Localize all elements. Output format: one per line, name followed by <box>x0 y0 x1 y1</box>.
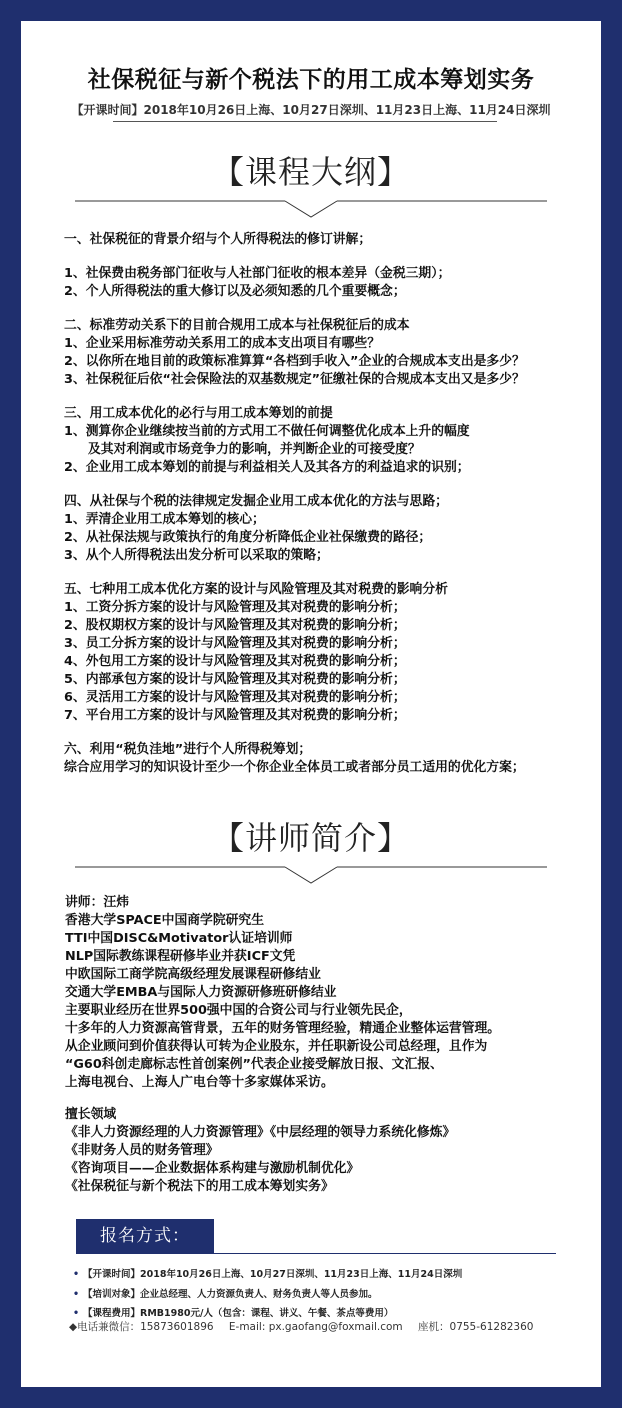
bio-line: 从企业顾问到价值获得认可转为企业股东，并任职新设公司总经理，且作为 <box>65 1039 488 1054</box>
instructor-bio <box>65 894 595 1092</box>
bullet-icon: • <box>73 1289 80 1300</box>
info-audience: • 【培训对象】企业总经理、人力资源负责人、财务负责人等人员参加。 <box>73 1289 378 1300</box>
bio-line: TTI中国DISC&Motivator认证培训师 <box>65 931 293 946</box>
outline-line: 2、个人所得税法的重大修订以及必须知悉的几个重要概念； <box>64 284 406 299</box>
expertise-item: 《非财务人员的财务管理》 <box>65 1143 219 1158</box>
outline-line: 六、利用“税负洼地”进行个人所得税筹划； <box>64 742 312 757</box>
outline-line: 1、企业采用标准劳动关系用工的成本支出项目有哪些？ <box>64 336 381 351</box>
outline-line: 一、社保税征的背景介绍与个人所得税法的修订讲解； <box>64 232 372 247</box>
phone-wechat[interactable]: ◆电话兼微信：15873601896 <box>69 1321 214 1333</box>
outline-section <box>64 405 604 477</box>
outline-line: 1、测算你企业继续按当前的方式用工不做任何调整优化成本上升的幅度 <box>64 424 470 439</box>
course-schedule: 【开课时间】2018年10月26日上海、10月27日深圳、11月23日上海、11月24日深圳 <box>71 103 551 117</box>
outline-line: 综合应用学习的知识设计至少一个你企业全体员工或者部分员工适用的优化方案； <box>64 760 525 775</box>
outline-line: 3、社保税征后依“社会保险法的双基数规定”征缴社保的合规成本支出又是多少？ <box>64 372 525 387</box>
bullet-icon: • <box>73 1269 80 1280</box>
outline-line: 2、企业用工成本筹划的前提与利益相关人及其各方的利益追求的识别； <box>64 460 470 475</box>
page-title: 社保税征与新个税法下的用工成本筹划实务 <box>87 67 535 93</box>
expertise-item: 《非人力资源经理的人力资源管理》《中层经理的领导力系统化修炼》 <box>65 1125 456 1140</box>
outline-line: 2、从社保法规与政策执行的角度分析降低企业社保缴费的路径； <box>64 530 432 545</box>
poster-card <box>21 21 601 1387</box>
outline-line: 1、弄清企业用工成本筹划的核心； <box>64 512 265 527</box>
outline-line: 7、平台用工方案的设计与风险管理及其对税费的影响分析； <box>64 708 406 723</box>
outline-line: 3、员工分拆方案的设计与风险管理及其对税费的影响分析； <box>64 636 406 651</box>
outline-line: 四、从社保与个税的法律规定发掘企业用工成本优化的方法与思路； <box>64 494 448 509</box>
info-schedule: • 【开课时间】2018年10月26日上海、10月27日深圳、11月23日上海、11月24日深圳 <box>73 1269 463 1280</box>
outline-line: 5、内部承包方案的设计与风险管理及其对税费的影响分析； <box>64 672 406 687</box>
expertise-section <box>65 1106 595 1196</box>
info-fee: • 【课程费用】RMB1980元/人（包含：课程、讲义、午餐、茶点等费用） <box>73 1308 394 1319</box>
outline-section <box>64 265 604 301</box>
divider <box>76 1253 556 1254</box>
bio-line: 主要职业经历在世界500强中国的合资公司与行业领先民企， <box>65 1003 412 1018</box>
expertise-list <box>65 1124 595 1196</box>
bio-line: 中欧国际工商学院高级经理发展课程研修结业 <box>65 967 321 982</box>
outline-line: 1、社保费由税务部门征收与人社部门征收的根本差异（金税三期）； <box>64 266 451 281</box>
outline-section <box>64 493 604 565</box>
course-outline <box>64 231 604 793</box>
bio-line: NLP国际教练课程研修毕业并获ICF文凭 <box>65 949 296 964</box>
bio-line: 交通大学EMBA与国际人力资源研修班研修结业 <box>65 985 337 1000</box>
heading-decoration <box>21 863 601 887</box>
outline-line: 2、股权期权方案的设计与风险管理及其对税费的影响分析； <box>64 618 406 633</box>
expertise-item: 《咨询项目——企业数据体系构建与激励机制优化》 <box>65 1161 360 1176</box>
bullet-icon: • <box>73 1308 80 1319</box>
outline-line: 1、工资分拆方案的设计与风险管理及其对税费的影响分析； <box>64 600 406 615</box>
outline-line: 2、以你所在地目前的政策标准算算“各档到手收入”企业的合规成本支出是多少？ <box>64 354 525 369</box>
outline-line: 及其对利润或市场竞争力的影响，并判断企业的可接受度？ <box>88 442 421 457</box>
outline-section <box>64 741 604 777</box>
email-link[interactable]: E-mail: px.gaofang@foxmail.com <box>228 1321 403 1333</box>
outline-line: 三、用工成本优化的必行与用工成本筹划的前提 <box>64 406 333 421</box>
contact-line <box>69 1319 589 1334</box>
bio-line: “G60科创走廊标志性首创案例”代表企业接受解放日报、文汇报、 <box>65 1057 443 1072</box>
expertise-title: 擅长领域 <box>65 1107 117 1122</box>
outline-line: 3、从个人所得税法出发分析可以采取的策略； <box>64 548 329 563</box>
expertise-item: 《社保税征与新个税法下的用工成本筹划实务》 <box>65 1179 334 1194</box>
outline-line: 二、标准劳动关系下的目前合规用工成本与社保税征后的成本 <box>64 318 410 333</box>
landline[interactable]: 座机：0755-61282360 <box>418 1321 534 1333</box>
bio-line: 上海电视台、上海人广电台等十多家媒体采访。 <box>65 1075 334 1090</box>
divider <box>113 121 497 122</box>
bio-line: 香港大学SPACE中国商学院研究生 <box>65 913 265 928</box>
outline-section <box>64 581 604 725</box>
outline-line: 五、七种用工成本优化方案的设计与风险管理及其对税费的影响分析 <box>64 582 448 597</box>
outline-section <box>64 231 604 249</box>
outline-heading: 【课程大纲】 <box>211 153 410 191</box>
outline-line: 4、外包用工方案的设计与风险管理及其对税费的影响分析； <box>64 654 406 669</box>
instructor-name: 讲师：汪炜 <box>65 895 129 910</box>
outline-line: 6、灵活用工方案的设计与风险管理及其对税费的影响分析； <box>64 690 406 705</box>
bio-line: 十多年的人力资源高管背景，五年的财务管理经验，精通企业整体运营管理。 <box>65 1021 501 1036</box>
heading-decoration <box>21 197 601 221</box>
outline-section <box>64 317 604 389</box>
signup-button[interactable]: 报名方式： <box>76 1219 214 1253</box>
instructor-heading: 【讲师简介】 <box>211 819 410 857</box>
